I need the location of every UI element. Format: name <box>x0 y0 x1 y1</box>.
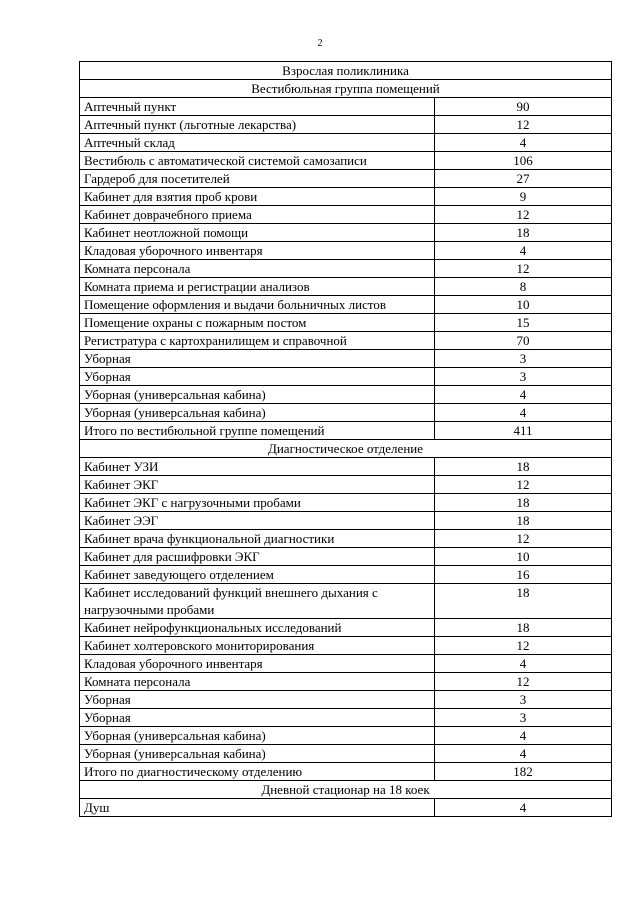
table-row <box>80 314 612 332</box>
room-name-cell: Кабинет холтеровского мониторирования <box>80 637 435 655</box>
room-area-cell: 10 <box>435 296 612 314</box>
room-area-cell: 4 <box>435 242 612 260</box>
room-name-cell: Гардероб для посетителей <box>80 170 435 188</box>
table-row <box>80 278 612 296</box>
room-name-cell: Кабинет ЭКГ с нагрузочными пробами <box>80 494 435 512</box>
room-area-cell: 70 <box>435 332 612 350</box>
table-row <box>80 673 612 691</box>
table-row <box>80 619 612 637</box>
room-area-cell: 90 <box>435 98 612 116</box>
room-name-cell: Аптечный пункт <box>80 98 435 116</box>
room-name-cell: Аптечный склад <box>80 134 435 152</box>
room-name-cell: Кладовая уборочного инвентаря <box>80 655 435 673</box>
table-row <box>80 709 612 727</box>
room-area-cell: 4 <box>435 134 612 152</box>
room-name-cell: Кабинет ЭЭГ <box>80 512 435 530</box>
room-name-cell: Кабинет УЗИ <box>80 458 435 476</box>
room-name-cell: Кабинет доврачебного приема <box>80 206 435 224</box>
table-row <box>80 152 612 170</box>
room-area-cell: 12 <box>435 260 612 278</box>
room-name-cell: Кабинет для расшифровки ЭКГ <box>80 548 435 566</box>
room-area-cell: 12 <box>435 206 612 224</box>
section-heading: Диагностическое отделение <box>80 440 612 458</box>
room-area-cell: 4 <box>435 386 612 404</box>
table-row <box>80 530 612 548</box>
room-area-cell: 12 <box>435 116 612 134</box>
table-row <box>80 458 612 476</box>
room-area-cell: 3 <box>435 709 612 727</box>
rooms-table-body <box>80 62 612 817</box>
room-name-cell: Кабинет для взятия проб крови <box>80 188 435 206</box>
table-row <box>80 494 612 512</box>
section-heading-row <box>80 80 612 98</box>
section-heading: Дневной стационар на 18 коек <box>80 781 612 799</box>
table-row <box>80 566 612 584</box>
table-row <box>80 260 612 278</box>
room-name-cell: Комната персонала <box>80 260 435 278</box>
room-name-cell: Итого по диагностическому отделению <box>80 763 435 781</box>
rooms-table <box>79 61 612 817</box>
table-title: Взрослая поликлиника <box>80 62 612 80</box>
room-area-cell: 411 <box>435 422 612 440</box>
room-area-cell: 3 <box>435 691 612 709</box>
section-heading: Вестибюльная группа помещений <box>80 80 612 98</box>
table-row <box>80 368 612 386</box>
table-row <box>80 404 612 422</box>
table-row <box>80 799 612 817</box>
room-name-cell: Комната приема и регистрации анализов <box>80 278 435 296</box>
room-area-cell: 18 <box>435 494 612 512</box>
table-row <box>80 727 612 745</box>
room-name-cell: Уборная (универсальная кабина) <box>80 727 435 745</box>
room-area-cell: 9 <box>435 188 612 206</box>
room-area-cell: 18 <box>435 224 612 242</box>
room-area-cell: 12 <box>435 476 612 494</box>
table-row <box>80 332 612 350</box>
room-name-cell: Кладовая уборочного инвентаря <box>80 242 435 260</box>
room-area-cell: 18 <box>435 512 612 530</box>
room-name-cell: Кабинет ЭКГ <box>80 476 435 494</box>
table-row <box>80 224 612 242</box>
room-name-cell: Душ <box>80 799 435 817</box>
room-name-cell: Помещение оформления и выдачи больничных листов <box>80 296 435 314</box>
room-area-cell: 8 <box>435 278 612 296</box>
room-name-cell: Вестибюль с автоматической системой самозаписи <box>80 152 435 170</box>
room-area-cell: 27 <box>435 170 612 188</box>
table-row <box>80 170 612 188</box>
room-area-cell: 10 <box>435 548 612 566</box>
table-row <box>80 512 612 530</box>
room-area-cell: 18 <box>435 584 612 619</box>
table-row <box>80 745 612 763</box>
room-name-cell: Уборная <box>80 368 435 386</box>
room-area-cell: 12 <box>435 637 612 655</box>
room-area-cell: 18 <box>435 458 612 476</box>
room-name-cell: Регистратура с картохранилищем и справочной <box>80 332 435 350</box>
table-row <box>80 584 612 619</box>
room-name-cell: Уборная <box>80 350 435 368</box>
room-area-cell: 4 <box>435 799 612 817</box>
room-area-cell: 12 <box>435 530 612 548</box>
table-title-row <box>80 62 612 80</box>
room-area-cell: 106 <box>435 152 612 170</box>
room-area-cell: 16 <box>435 566 612 584</box>
room-area-cell: 18 <box>435 619 612 637</box>
room-name-cell: Помещение охраны с пожарным постом <box>80 314 435 332</box>
room-name-cell: Кабинет врача функциональной диагностики <box>80 530 435 548</box>
table-row <box>80 655 612 673</box>
room-name-cell: Уборная (универсальная кабина) <box>80 745 435 763</box>
room-name-cell: Уборная <box>80 709 435 727</box>
room-name-cell: Уборная (универсальная кабина) <box>80 404 435 422</box>
table-row <box>80 763 612 781</box>
room-area-cell: 3 <box>435 350 612 368</box>
room-area-cell: 4 <box>435 727 612 745</box>
table-row <box>80 188 612 206</box>
room-name-cell: Кабинет нейрофункциональных исследований <box>80 619 435 637</box>
room-name-cell: Аптечный пункт (льготные лекарства) <box>80 116 435 134</box>
room-name-cell: Итого по вестибюльной группе помещений <box>80 422 435 440</box>
page-number: 2 <box>317 38 323 49</box>
table-row <box>80 206 612 224</box>
room-area-cell: 15 <box>435 314 612 332</box>
table-row <box>80 296 612 314</box>
room-area-cell: 3 <box>435 368 612 386</box>
table-row <box>80 242 612 260</box>
table-row <box>80 476 612 494</box>
room-name-cell: Кабинет заведующего отделением <box>80 566 435 584</box>
table-row <box>80 637 612 655</box>
room-name-cell: Кабинет неотложной помощи <box>80 224 435 242</box>
room-area-cell: 4 <box>435 404 612 422</box>
room-area-cell: 4 <box>435 655 612 673</box>
table-row <box>80 548 612 566</box>
table-row <box>80 422 612 440</box>
section-heading-row <box>80 781 612 799</box>
room-area-cell: 4 <box>435 745 612 763</box>
room-area-cell: 182 <box>435 763 612 781</box>
room-name-cell: Уборная <box>80 691 435 709</box>
table-row <box>80 386 612 404</box>
table-row <box>80 134 612 152</box>
table-row <box>80 98 612 116</box>
table-row <box>80 691 612 709</box>
room-area-cell: 12 <box>435 673 612 691</box>
table-row <box>80 116 612 134</box>
section-heading-row <box>80 440 612 458</box>
room-name-cell: Комната персонала <box>80 673 435 691</box>
table-row <box>80 350 612 368</box>
room-name-cell: Уборная (универсальная кабина) <box>80 386 435 404</box>
room-name-cell: Кабинет исследований функций внешнего дыхания с нагрузочными пробами <box>80 584 435 619</box>
